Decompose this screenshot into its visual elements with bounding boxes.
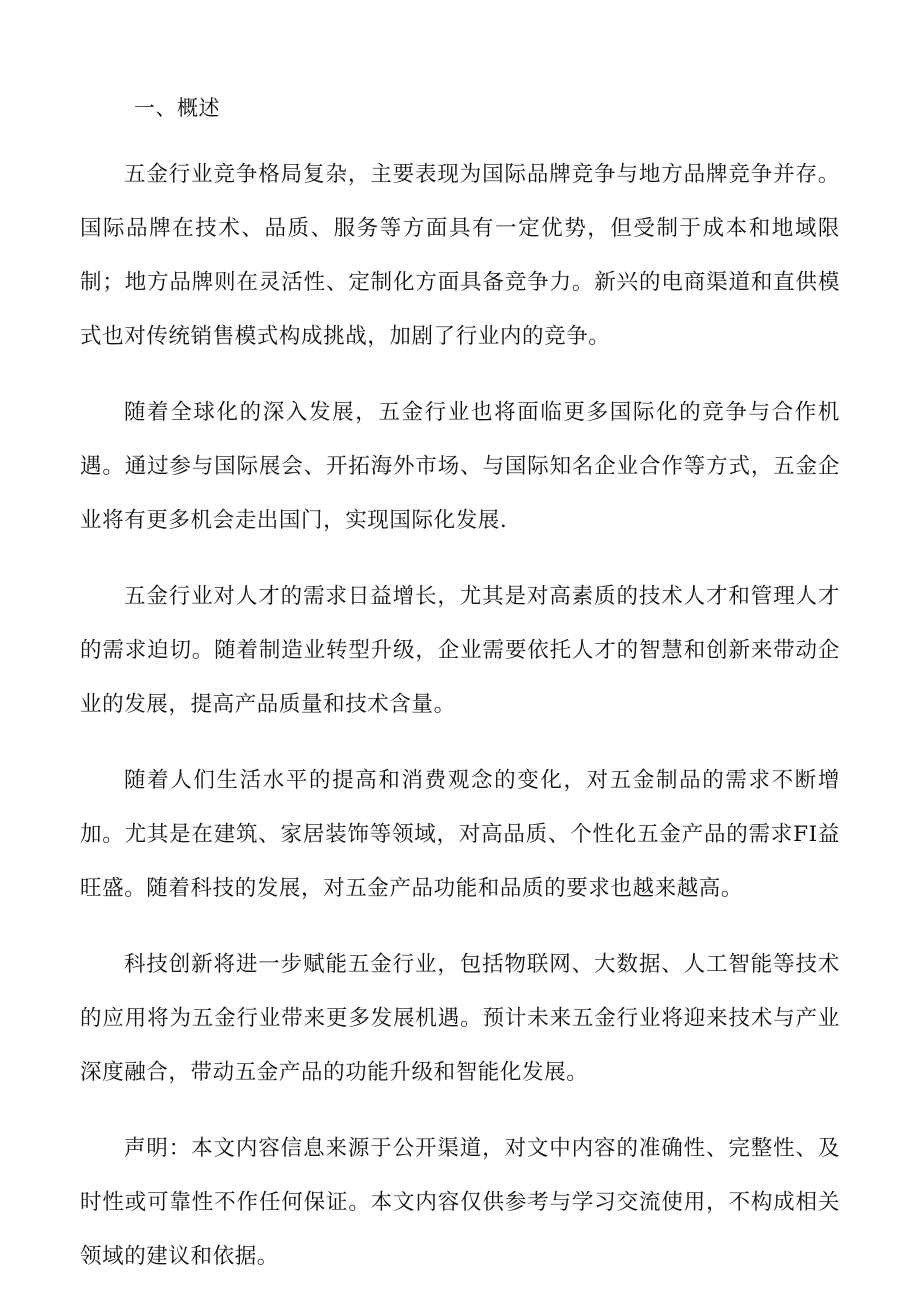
paragraph-disclaimer: 声明：本文内容信息来源于公开渠道，对文中内容的准确性、完整性、及时性或可靠性不作任何保证。本文内容仅供参考与学习交流使用，不构成相关领域的建议和依据。 — [80, 1136, 840, 1269]
paragraph-demand: 随着人们生活水平的提高和消费观念的变化，对五金制品的需求不断增加。尤其是在建筑、家居装饰等领域，对高品质、个性化五金产品的需求FI益旺盛。随着科技的发展，对五金产品功能和品质的要求也越来越高。 — [80, 768, 840, 901]
paragraph-innovation: 科技创新将进一步赋能五金行业，包括物联网、大数据、人工智能等技术的应用将为五金行业带来更多发展机遇。预计未来五金行业将迎来技术与产业深度融合，带动五金产品的功能升级和智能化发展。 — [80, 952, 840, 1085]
paragraph-competition: 五金行业竞争格局复杂，主要表现为国际品牌竞争与地方品牌竞争并存。国际品牌在技术、品质、服务等方面具有一定优势，但受制于成本和地域限制；地方品牌则在灵活性、定制化方面具备竞争力。新兴的电商渠道和直供模式也对传统销售模式构成挑战，加剧了行业内的竞争。 — [80, 162, 840, 349]
document-body — [80, 88, 840, 1306]
paragraph-globalization: 随着全球化的深入发展，五金行业也将面临更多国际化的竞争与合作机遇。通过参与国际展会、开拓海外市场、与国际知名企业合作等方式，五金企业将有更多机会走出国门，实现国际化发展. — [80, 400, 840, 533]
paragraph-talent: 五金行业对人才的需求日益增长，尤其是对高素质的技术人才和管理人才的需求迫切。随着制造业转型升级，企业需要依托人才的智慧和创新来带动企业的发展，提高产品质量和技术含量。 — [80, 584, 840, 717]
section-heading: 一、概述 — [134, 96, 220, 120]
